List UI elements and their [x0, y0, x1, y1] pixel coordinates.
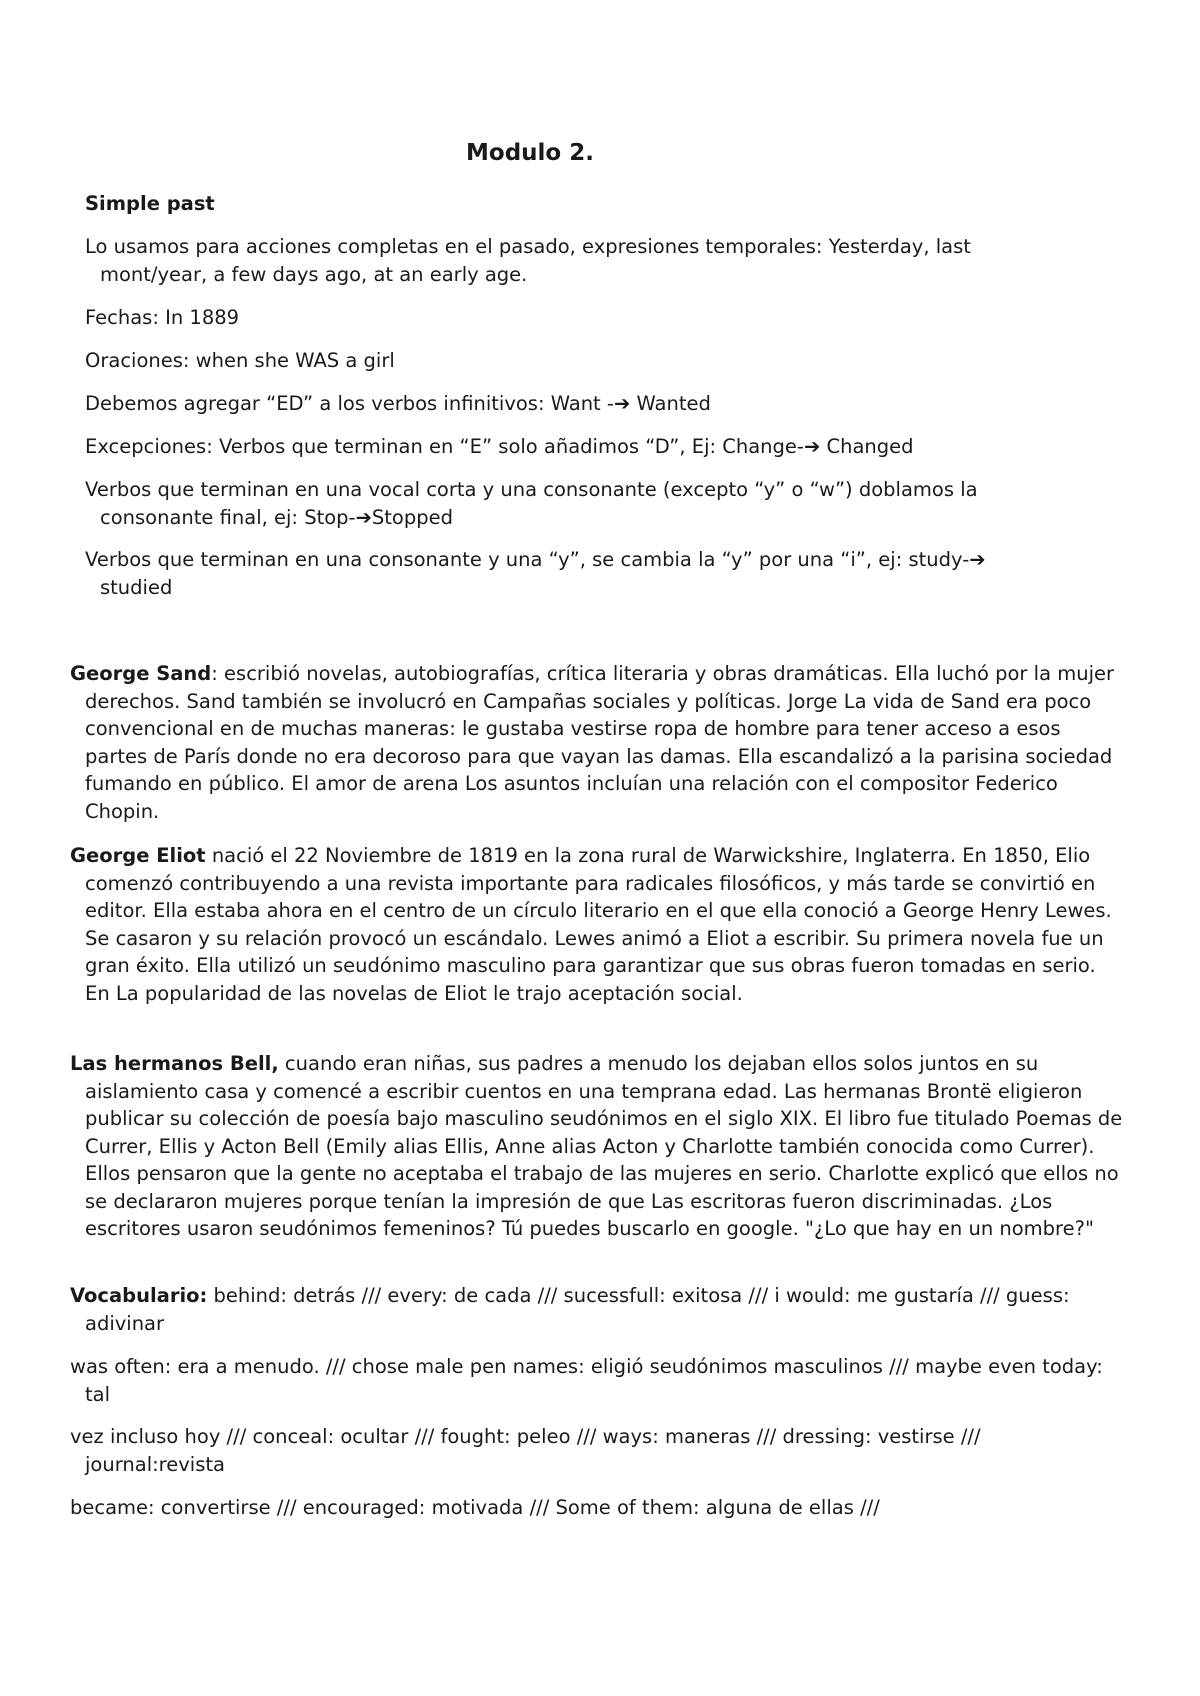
- george-eliot-name: George Eliot: [70, 844, 206, 867]
- simple-past-ed-rule: Debemos agregar “ED” a los verbos infinitivos: Want -➔ Wanted: [85, 392, 711, 415]
- simple-past-exceptions: Excepciones: Verbos que terminan en “E” solo añadimos “D”, Ej: Change-➔ Changed: [85, 435, 914, 458]
- simple-past-sentences: Oraciones: when she WAS a girl: [85, 349, 395, 372]
- george-eliot-text: nació el 22 Noviembre de 1819 en la zona rural de Warwickshire, Inglaterra. En 1850, Elio comenzó contribuyendo a una revista importante para radicales filosóficos, y más tarde se convirtió en editor. Ella estaba ahora en el centro de un círculo literario en el que ella conoció a George Henry Lewes. Se casaron y su relación provocó un escándalo. Lewes animó a Eliot a escribir. Su primera novela fue un gran éxito. Ella utilizó un seudónimo masculino para garantizar que sus obras fueron tomadas en serio. En La popularidad de las novelas de Eliot le trajo aceptación social.: [85, 844, 1112, 1005]
- bell-sisters-name: Las hermanos Bell,: [70, 1052, 279, 1075]
- section-heading-simple-past: Simple past: [85, 192, 215, 215]
- vocabulary-line-4: became: convertirse /// encouraged: motivada /// Some of them: alguna de ellas ///: [70, 1496, 880, 1519]
- george-sand-text: : escribió novelas, autobiografías, crítica literaria y obras dramáticas. Ella luchó por la mujer derechos. Sand también se involucró en Campañas sociales y políticas. Jorge La vida de Sand era poco convencional en de muchas maneras: le gustaba vestirse ropa de hombre para tener acceso a esos partes de París donde no era decoroso para que vayan las damas. Ella escandalizó a la parisina sociedad fumando en público. El amor de arena Los asuntos incluían una relación con el compositor Federico Chopin.: [85, 662, 1114, 823]
- bell-sisters-text: cuando eran niñas, sus padres a menudo los dejaban ellos solos juntos en su aislamiento casa y comencé a escribir cuentos en una temprana edad. Las hermanas Brontë eligieron publicar su colección de poesía bajo masculino seudónimos en el siglo XIX. El libro fue titulado Poemas de Currer, Ellis y Acton Bell (Emily alias Ellis, Anne alias Acton y Charlotte también conocida como Currer). Ellos pensaron que la gente no aceptaba el trabajo de las mujeres en serio. Charlotte explicó que ellos no se declararon mujeres porque tenían la impresión de que Las escritoras fueron discriminadas. ¿Los escritores usaron seudónimos femeninos? Tú puedes buscarlo en google. "¿Lo que hay en un nombre?": [85, 1052, 1123, 1240]
- simple-past-double-consonant: Verbos que terminan en una vocal corta y una consonante (excepto “y” o “w”) doblamos la consonante final, ej: Stop-➔Stopped: [85, 478, 978, 529]
- vocabulary-text-1: behind: detrás /// every: de cada /// sucessfull: exitosa /// i would: me gustaría /// guess: adivinar: [85, 1284, 1070, 1335]
- vocabulary-line-3: vez incluso hoy /// conceal: ocultar /// fought: peleo /// ways: maneras /// dressing: vestirse /// journal:revista: [70, 1425, 981, 1476]
- simple-past-usage: Lo usamos para acciones completas en el pasado, expresiones temporales: Yesterday, last mont/year, a few days ago, at an early age.: [85, 235, 971, 286]
- bell-sisters-paragraph: [70, 1050, 1125, 1243]
- page-title: Modulo 2.: [466, 140, 594, 166]
- vocabulary-line-1: [70, 1282, 1125, 1337]
- george-sand-name: George Sand: [70, 662, 212, 685]
- george-sand-paragraph: [70, 660, 1125, 825]
- vocabulary-label: Vocabulario:: [70, 1284, 208, 1307]
- vocabulary-line-2: was often: era a menudo. /// chose male pen names: eligió seudónimos masculinos /// maybe even today: tal: [70, 1355, 1103, 1406]
- george-eliot-paragraph: [70, 842, 1125, 1007]
- simple-past-dates: Fechas: In 1889: [85, 306, 240, 329]
- simple-past-y-rule: Verbos que terminan en una consonante y una “y”, se cambia la “y” por una “i”, ej: study-➔ studied: [85, 548, 986, 599]
